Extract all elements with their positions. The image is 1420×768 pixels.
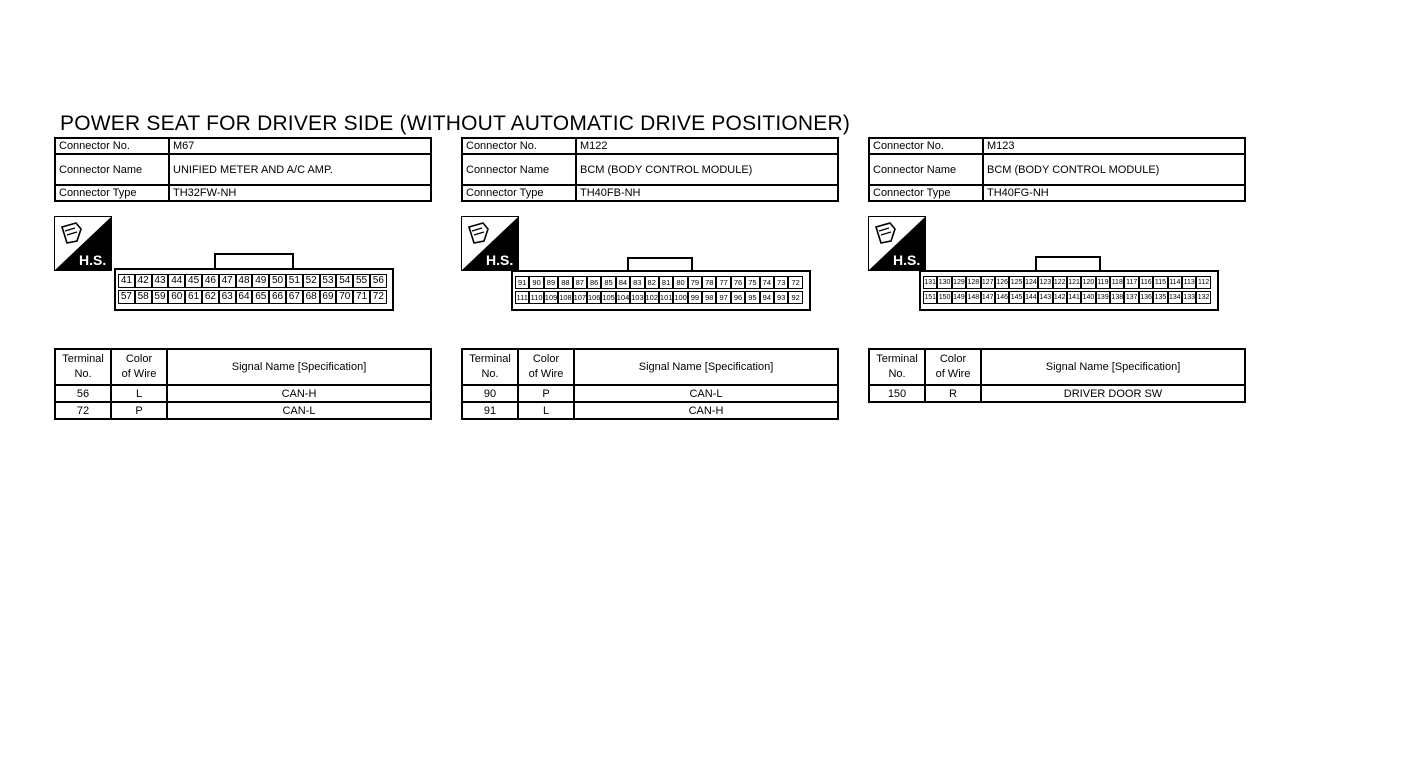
- terminal-no-header: Terminal No.: [55, 349, 111, 385]
- terminal-pin: 122: [1053, 276, 1067, 289]
- connector-info-table: [54, 137, 432, 202]
- terminal-cell: 72: [55, 402, 111, 419]
- hs-label: H.S.: [893, 252, 921, 268]
- table-row: [55, 385, 431, 402]
- connector-type-value: TH40FB-NH: [576, 185, 838, 201]
- pin-row-bottom: [118, 290, 387, 304]
- connector-face-m67: [114, 253, 394, 311]
- connector-no-label: Connector No.: [869, 138, 983, 154]
- terminal-pin: 145: [1009, 291, 1023, 304]
- terminal-pin: 98: [702, 291, 716, 304]
- terminal-pin: 66: [269, 290, 286, 304]
- pin-row-top: [515, 276, 803, 289]
- connector-name-value: BCM (BODY CONTROL MODULE): [576, 154, 838, 185]
- color-of-wire-header: Color of Wire: [925, 349, 981, 385]
- terminal-pin: 81: [659, 276, 673, 289]
- terminal-pin: 72: [788, 276, 802, 289]
- terminal-pin: 79: [688, 276, 702, 289]
- terminal-pin: 65: [252, 290, 269, 304]
- connector-type-value: TH32FW-NH: [169, 185, 431, 201]
- hs-label: H.S.: [79, 252, 107, 268]
- terminal-pin: 73: [774, 276, 788, 289]
- terminal-pin: 117: [1124, 276, 1138, 289]
- terminal-pin: 87: [573, 276, 587, 289]
- pin-row-top: [118, 274, 387, 288]
- terminal-pin: 75: [745, 276, 759, 289]
- terminal-no-header: Terminal No.: [462, 349, 518, 385]
- terminal-pin: 57: [118, 290, 135, 304]
- terminal-pin: 43: [152, 274, 169, 288]
- connector-face-m122: [511, 257, 811, 311]
- terminal-pin: 133: [1182, 291, 1196, 304]
- terminal-pin: 131: [923, 276, 937, 289]
- terminal-pin: 41: [118, 274, 135, 288]
- pin-row-bottom: [923, 291, 1211, 304]
- color-cell: P: [111, 402, 167, 419]
- color-cell: L: [518, 402, 574, 419]
- terminal-pin: 51: [286, 274, 303, 288]
- terminal-pin: 114: [1168, 276, 1182, 289]
- terminal-pin: 137: [1124, 291, 1138, 304]
- terminal-pin: 123: [1038, 276, 1052, 289]
- terminal-pin: 92: [788, 291, 802, 304]
- terminal-pin: 143: [1038, 291, 1052, 304]
- connector-no-value: M67: [169, 138, 431, 154]
- table-row: [869, 385, 1245, 402]
- connector-info-m122: [461, 137, 839, 202]
- terminal-pin: 78: [702, 276, 716, 289]
- terminal-pin: 105: [602, 293, 615, 302]
- connector-info-table: [461, 137, 839, 202]
- terminal-pin: 100: [674, 293, 687, 302]
- pin-row-bottom: [515, 291, 803, 304]
- terminal-pin: 70: [336, 290, 353, 304]
- terminal-pin: 99: [688, 291, 702, 304]
- terminal-pin: 56: [370, 274, 387, 288]
- signal-table-m122: [461, 348, 839, 420]
- terminal-pin: 93: [774, 291, 788, 304]
- terminal-pin: 107: [573, 293, 587, 302]
- terminal-pin: 61: [185, 290, 202, 304]
- terminal-pin: 59: [152, 290, 169, 304]
- terminal-pin: 132: [1196, 291, 1210, 304]
- terminal-pin: 127: [981, 276, 995, 289]
- terminal-pin: 44: [168, 274, 185, 288]
- terminal-pin: 118: [1110, 276, 1124, 289]
- terminal-pin: 141: [1067, 291, 1081, 304]
- connector-name-label: Connector Name: [55, 154, 169, 185]
- table-row: [462, 402, 838, 419]
- connector-info-table: [868, 137, 1246, 202]
- terminal-cell: 150: [869, 385, 925, 402]
- terminal-pin: 62: [202, 290, 219, 304]
- pin-row-top: [923, 276, 1211, 289]
- connector-no-label: Connector No.: [462, 138, 576, 154]
- terminal-pin: 148: [966, 291, 980, 304]
- terminal-pin: 77: [716, 276, 730, 289]
- terminal-pin: 135: [1153, 291, 1167, 304]
- terminal-pin: 89: [544, 276, 558, 289]
- connector-info-m67: [54, 137, 432, 202]
- terminal-pin: 103: [631, 293, 644, 302]
- terminal-pin: 86: [587, 276, 601, 289]
- terminal-pin: 47: [219, 274, 236, 288]
- connector-name-label: Connector Name: [462, 154, 576, 185]
- terminal-pin: 128: [966, 276, 980, 289]
- connector-name-value: BCM (BODY CONTROL MODULE): [983, 154, 1245, 185]
- terminal-pin: 55: [353, 274, 370, 288]
- signal-cell: CAN-H: [167, 385, 431, 402]
- harness-side-icon: [868, 216, 926, 271]
- terminal-pin: 52: [303, 274, 320, 288]
- signal-name-header: Signal Name [Specification]: [574, 349, 838, 385]
- terminal-pin: 149: [952, 291, 966, 304]
- connector-type-value: TH40FG-NH: [983, 185, 1245, 201]
- terminal-pin: 82: [645, 276, 659, 289]
- terminal-pin: 48: [236, 274, 253, 288]
- terminal-pin: 71: [353, 290, 370, 304]
- terminal-pin: 46: [202, 274, 219, 288]
- terminal-cell: 56: [55, 385, 111, 402]
- terminal-pin: 106: [587, 293, 601, 302]
- terminal-pin: 150: [937, 291, 951, 304]
- terminal-pin: 129: [952, 276, 966, 289]
- terminal-pin: 53: [320, 274, 337, 288]
- terminal-pin: 124: [1024, 276, 1038, 289]
- terminal-pin: 102: [645, 293, 659, 302]
- terminal-pin: 130: [937, 276, 951, 289]
- terminal-pin: 50: [269, 274, 286, 288]
- signal-table-m67: [54, 348, 432, 420]
- terminal-pin: 112: [1196, 276, 1210, 289]
- terminal-pin: 58: [135, 290, 152, 304]
- terminal-pin: 45: [185, 274, 202, 288]
- terminal-pin: 96: [731, 291, 745, 304]
- terminal-pin: 113: [1182, 276, 1196, 289]
- terminal-pin: 101: [659, 293, 673, 302]
- signal-table-m123: [868, 348, 1246, 403]
- terminal-pin: 138: [1110, 291, 1124, 304]
- signal-name-header: Signal Name [Specification]: [981, 349, 1245, 385]
- terminal-pin: 95: [745, 291, 759, 304]
- connector-no-value: M122: [576, 138, 838, 154]
- terminal-pin: 109: [544, 293, 558, 302]
- harness-side-icon: [54, 216, 112, 271]
- terminal-cell: 90: [462, 385, 518, 402]
- connector-info-m123: [868, 137, 1246, 202]
- terminal-pin: 104: [616, 293, 630, 302]
- terminal-pin: 134: [1168, 291, 1182, 304]
- terminal-pin: 67: [286, 290, 303, 304]
- terminal-pin: 139: [1096, 291, 1110, 304]
- terminal-pin: 68: [303, 290, 320, 304]
- terminal-pin: 63: [219, 290, 236, 304]
- terminal-signal-table: [868, 348, 1246, 403]
- terminal-pin: 121: [1067, 276, 1081, 289]
- terminal-signal-table: [54, 348, 432, 420]
- terminal-pin: 69: [320, 290, 337, 304]
- color-cell: L: [111, 385, 167, 402]
- color-of-wire-header: Color of Wire: [518, 349, 574, 385]
- terminal-pin: 84: [616, 276, 630, 289]
- terminal-pin: 88: [558, 276, 572, 289]
- connector-face-m123: [919, 256, 1219, 311]
- connector-type-label: Connector Type: [869, 185, 983, 201]
- terminal-pin: 42: [135, 274, 152, 288]
- terminal-pin: 125: [1009, 276, 1023, 289]
- signal-name-header: Signal Name [Specification]: [167, 349, 431, 385]
- color-of-wire-header: Color of Wire: [111, 349, 167, 385]
- connector-no-value: M123: [983, 138, 1245, 154]
- terminal-pin: 108: [559, 293, 572, 302]
- table-row: [55, 402, 431, 419]
- terminal-pin: 97: [716, 291, 730, 304]
- terminal-pin: 85: [601, 276, 615, 289]
- terminal-pin: 146: [995, 291, 1009, 304]
- terminal-pin: 64: [236, 290, 253, 304]
- terminal-pin: 136: [1139, 291, 1153, 304]
- terminal-pin: 115: [1153, 276, 1167, 289]
- terminal-pin: 60: [168, 290, 185, 304]
- terminal-signal-table: [461, 348, 839, 420]
- terminal-pin: 116: [1139, 276, 1153, 289]
- terminal-pin: 76: [731, 276, 745, 289]
- terminal-pin: 111: [516, 293, 528, 302]
- terminal-pin: 140: [1081, 291, 1095, 304]
- signal-cell: DRIVER DOOR SW: [981, 385, 1245, 402]
- color-cell: P: [518, 385, 574, 402]
- terminal-pin: 91: [515, 276, 529, 289]
- signal-cell: CAN-H: [574, 402, 838, 419]
- terminal-pin: 120: [1081, 276, 1095, 289]
- connector-type-label: Connector Type: [462, 185, 576, 201]
- terminal-pin: 144: [1024, 291, 1038, 304]
- terminal-pin: 54: [336, 274, 353, 288]
- terminal-pin: 80: [673, 276, 687, 289]
- hs-label: H.S.: [486, 252, 514, 268]
- connector-name-value: UNIFIED METER AND A/C AMP.: [169, 154, 431, 185]
- signal-cell: CAN-L: [167, 402, 431, 419]
- terminal-cell: 91: [462, 402, 518, 419]
- terminal-no-header: Terminal No.: [869, 349, 925, 385]
- signal-cell: CAN-L: [574, 385, 838, 402]
- connector-name-label: Connector Name: [869, 154, 983, 185]
- terminal-pin: 110: [530, 293, 543, 302]
- terminal-pin: 90: [529, 276, 543, 289]
- terminal-pin: 147: [981, 291, 995, 304]
- connector-type-label: Connector Type: [55, 185, 169, 201]
- terminal-pin: 74: [760, 276, 774, 289]
- terminal-pin: 49: [252, 274, 269, 288]
- color-cell: R: [925, 385, 981, 402]
- terminal-pin: 83: [630, 276, 644, 289]
- connector-no-label: Connector No.: [55, 138, 169, 154]
- table-row: [462, 385, 838, 402]
- terminal-pin: 126: [995, 276, 1009, 289]
- terminal-pin: 142: [1053, 291, 1067, 304]
- terminal-pin: 94: [760, 291, 774, 304]
- page-title: POWER SEAT FOR DRIVER SIDE (WITHOUT AUTOMATIC DRIVE POSITIONER): [60, 112, 851, 135]
- terminal-pin: 119: [1096, 276, 1110, 289]
- terminal-pin: 151: [923, 291, 937, 304]
- terminal-pin: 72: [370, 290, 387, 304]
